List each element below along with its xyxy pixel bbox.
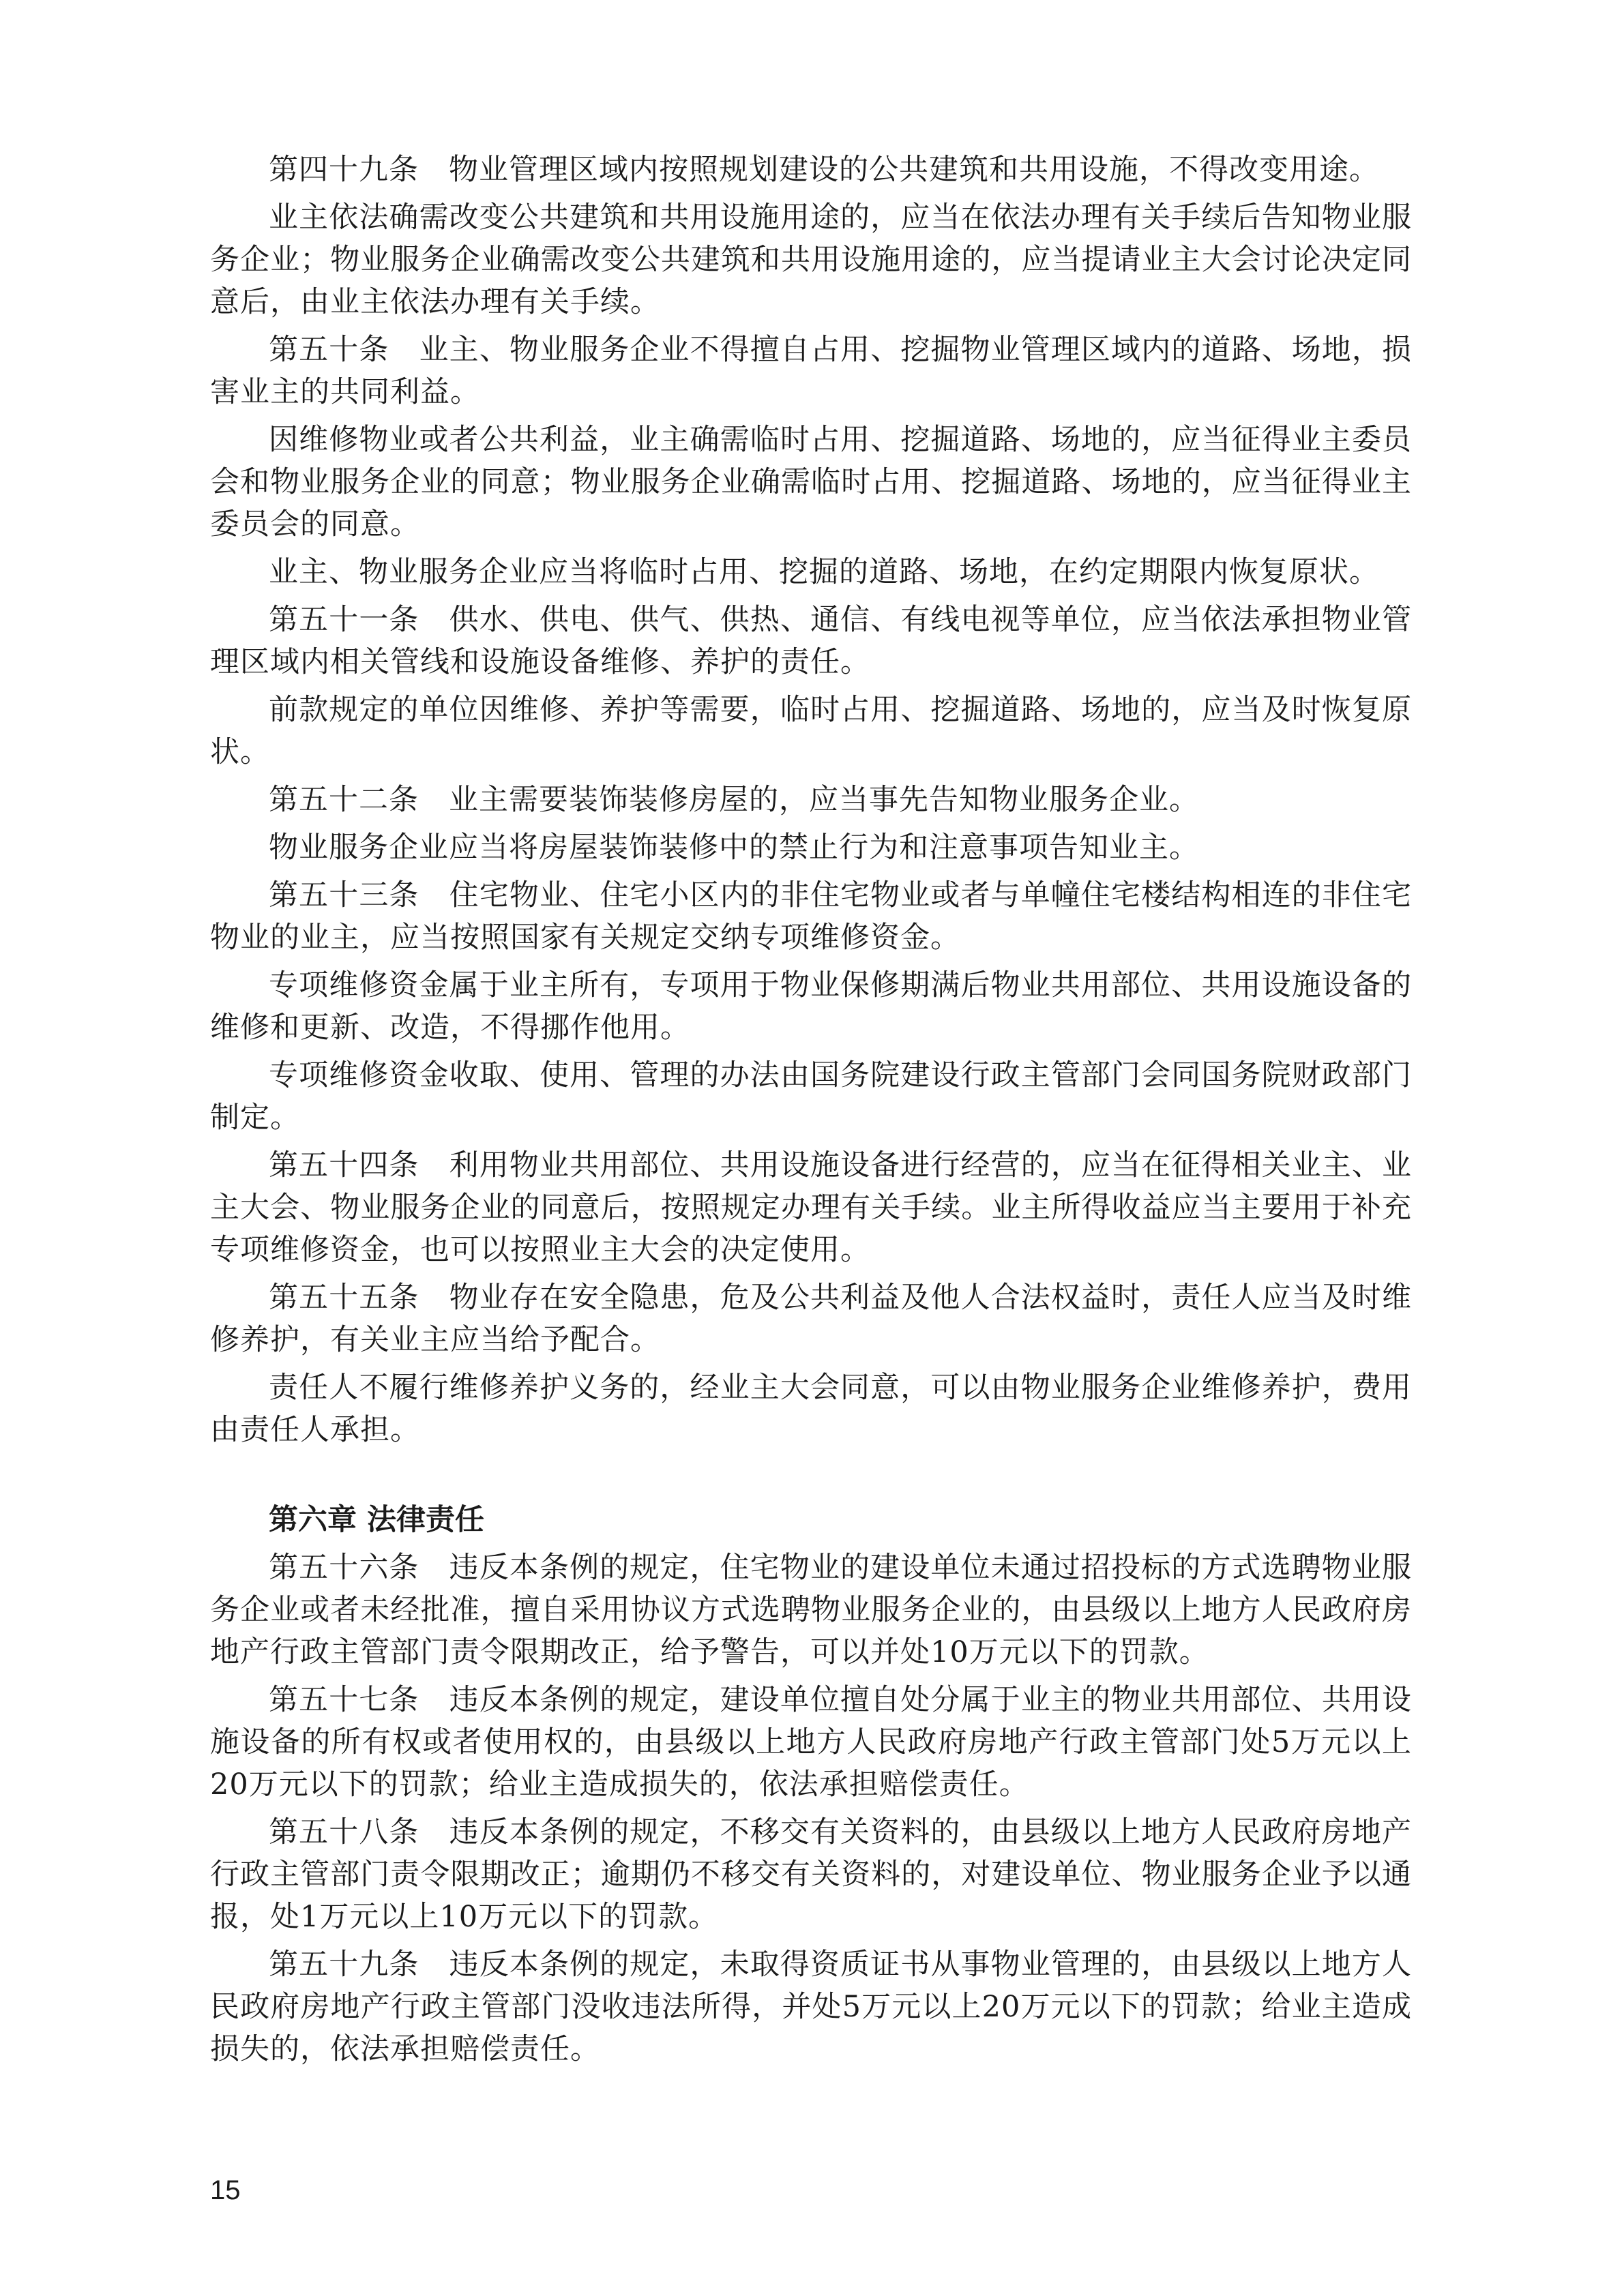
article-49: 第四十九条 物业管理区域内按照规划建设的公共建筑和共用设施，不得改变用途。 bbox=[269, 153, 1379, 187]
article-58: 第五十八条 违反本条例的规定，不移交有关资料的，由县级以上地方人民政府房地产行政主管部门责令限期改正；逾期仍不移交有关资料的，对建设单位、物业服务企业予以通报，处1万元以上10万元以下的罚款。 bbox=[210, 1815, 1412, 1934]
article-50-paragraph-3: 业主、物业服务企业应当将临时占用、挖掘的道路、场地，在约定期限内恢复原状。 bbox=[269, 555, 1379, 589]
article-55-paragraph-2: 责任人不履行维修养护义务的，经业主大会同意，可以由物业服务企业维修养护，费用由责任人承担。 bbox=[210, 1371, 1412, 1447]
article-54: 第五十四条 利用物业共用部位、共用设施设备进行经营的，应当在征得相关业主、业主大会、物业服务企业的同意后，按照规定办理有关手续。业主所得收益应当主要用于补充专项维修资金，也可以按照业主大会的决定使用。 bbox=[210, 1148, 1412, 1267]
article-50: 第五十条 业主、物业服务企业不得擅自占用、挖掘物业管理区域内的道路、场地，损害业主的共同利益。 bbox=[210, 333, 1412, 409]
article-51: 第五十一条 供水、供电、供气、供热、通信、有线电视等单位，应当依法承担物业管理区域内相关管线和设施设备维修、养护的责任。 bbox=[210, 603, 1412, 679]
document-page bbox=[210, 149, 1412, 2076]
chapter-heading: 第六章 法律责任 bbox=[269, 1503, 484, 1537]
article-52-paragraph-2: 物业服务企业应当将房屋装饰装修中的禁止行为和注意事项告知业主。 bbox=[269, 831, 1199, 865]
article-57: 第五十七条 违反本条例的规定，建设单位擅自处分属于业主的物业共用部位、共用设施设备的所有权或者使用权的，由县级以上地方人民政府房地产行政主管部门处5万元以上20万元以下的罚款；给业主造成损失的，依法承担赔偿责任。 bbox=[210, 1683, 1412, 1802]
article-51-paragraph-2: 前款规定的单位因维修、养护等需要，临时占用、挖掘道路、场地的，应当及时恢复原状。 bbox=[210, 693, 1412, 769]
article-49-paragraph-2: 业主依法确需改变公共建筑和共用设施用途的，应当在依法办理有关手续后告知物业服务企业；物业服务企业确需改变公共建筑和共用设施用途的，应当提请业主大会讨论决定同意后，由业主依法办理有关手续。 bbox=[210, 200, 1412, 319]
page-number: 15 bbox=[210, 2175, 241, 2205]
article-59: 第五十九条 违反本条例的规定，未取得资质证书从事物业管理的，由县级以上地方人民政府房地产行政主管部门没收违法所得，并处5万元以上20万元以下的罚款；给业主造成损失的，依法承担赔偿责任。 bbox=[210, 1948, 1412, 2066]
article-56: 第五十六条 违反本条例的规定，住宅物业的建设单位未通过招投标的方式选聘物业服务企业或者未经批准，擅自采用协议方式选聘物业服务企业的，由县级以上地方人民政府房地产行政主管部门责令限期改正，给予警告，可以并处10万元以下的罚款。 bbox=[210, 1551, 1412, 1669]
article-53: 第五十三条 住宅物业、住宅小区内的非住宅物业或者与单幢住宅楼结构相连的非住宅物业的业主，应当按照国家有关规定交纳专项维修资金。 bbox=[210, 878, 1412, 955]
article-50-paragraph-2: 因维修物业或者公共利益，业主确需临时占用、挖掘道路、场地的，应当征得业主委员会和物业服务企业的同意；物业服务企业确需临时占用、挖掘道路、场地的，应当征得业主委员会的同意。 bbox=[210, 423, 1412, 541]
article-53-paragraph-3: 专项维修资金收取、使用、管理的办法由国务院建设行政主管部门会同国务院财政部门制定。 bbox=[210, 1058, 1412, 1135]
article-55: 第五十五条 物业存在安全隐患，危及公共利益及他人合法权益时，责任人应当及时维修养护，有关业主应当给予配合。 bbox=[210, 1281, 1412, 1357]
article-53-paragraph-2: 专项维修资金属于业主所有，专项用于物业保修期满后物业共用部位、共用设施设备的维修和更新、改造，不得挪作他用。 bbox=[210, 968, 1412, 1045]
article-52: 第五十二条 业主需要装饰装修房屋的，应当事先告知物业服务企业。 bbox=[269, 783, 1199, 817]
section-gap bbox=[210, 1457, 1412, 1499]
